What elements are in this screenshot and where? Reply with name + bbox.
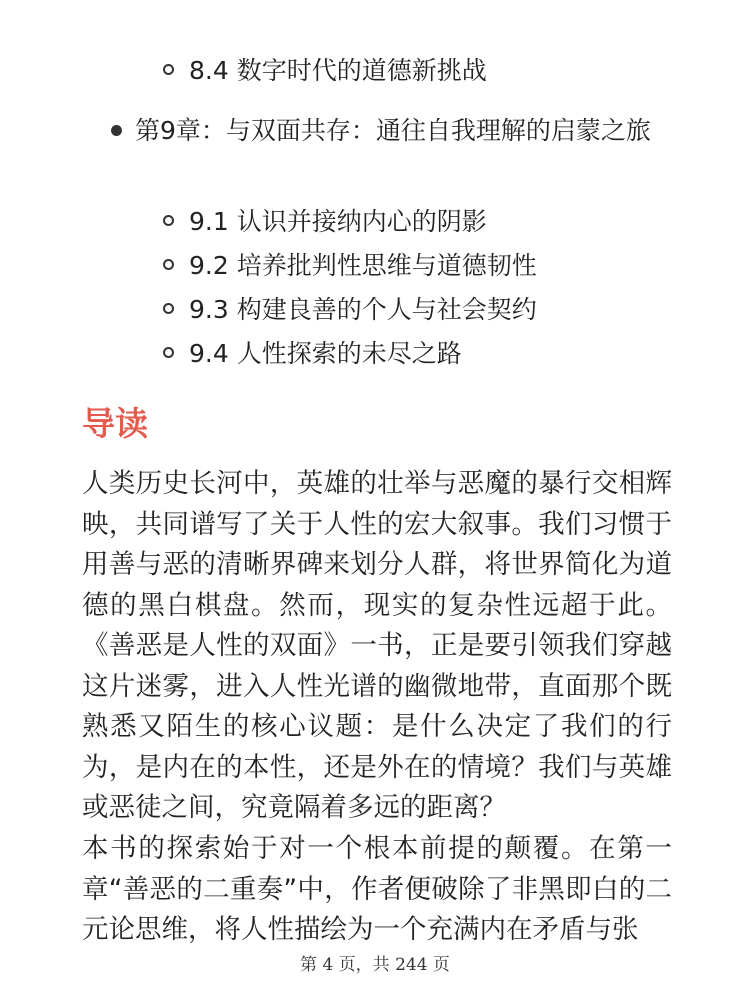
toc-item-label: 8.4 数字时代的道德新挑战 xyxy=(189,56,487,85)
filled-bullet-icon xyxy=(111,125,122,136)
intro-paragraph-2: 本书的探索始于对一个根本前提的颠覆。在第一章“善恶的二重奏”中，作者便破除了非黑即白的二元论思维，将人性描绘为一个充满内在矛盾与张 xyxy=(82,833,672,945)
section-heading: 导读 xyxy=(82,404,148,443)
toc-item-label: 9.4 人性探索的未尽之路 xyxy=(189,339,462,368)
toc-item-9-4[interactable] xyxy=(189,332,462,376)
hollow-bullet-icon xyxy=(163,347,174,358)
toc-item-9-3[interactable] xyxy=(189,288,537,332)
hollow-bullet-icon xyxy=(163,215,174,226)
toc-item-9-2[interactable] xyxy=(189,244,537,288)
toc-item-label: 9.3 构建良善的个人与社会契约 xyxy=(189,295,537,324)
toc-item-label: 9.2 培养批判性思维与道德韧性 xyxy=(189,251,537,280)
toc-chapter-9[interactable] xyxy=(135,109,675,153)
toc-item-9-1[interactable] xyxy=(189,200,487,244)
hollow-bullet-icon xyxy=(163,259,174,270)
toc-item-label: 9.1 认识并接纳内心的阴影 xyxy=(189,207,487,236)
hollow-bullet-icon xyxy=(163,303,174,314)
intro-paragraph-1: 人类历史长河中，英雄的壮举与恶魔的暴行交相辉映，共同谱写了关于人性的宏大叙事。我们习惯于用善与恶的清晰界碑来划分人群，将世界简化为道德的黑白棋盘。然而，现实的复杂性远超于此。《善恶是人性的双面》一书，正是要引领我们穿越这片迷雾，进入人性光谱的幽微地带，直面那个既熟悉又陌生的核心议题：是什么决定了我们的行为，是内在的本性，还是外在的情境？我们与英雄或恶徒之间，究竟隔着多远的距离？ xyxy=(82,468,672,823)
toc-item-8-4[interactable] xyxy=(189,49,487,93)
toc-chapter-label: 第9章：与双面共存：通往自我理解的启蒙之旅 xyxy=(135,116,651,145)
hollow-bullet-icon xyxy=(163,64,174,75)
page-number-footer: 第 4 页，共 244 页 xyxy=(300,955,450,975)
